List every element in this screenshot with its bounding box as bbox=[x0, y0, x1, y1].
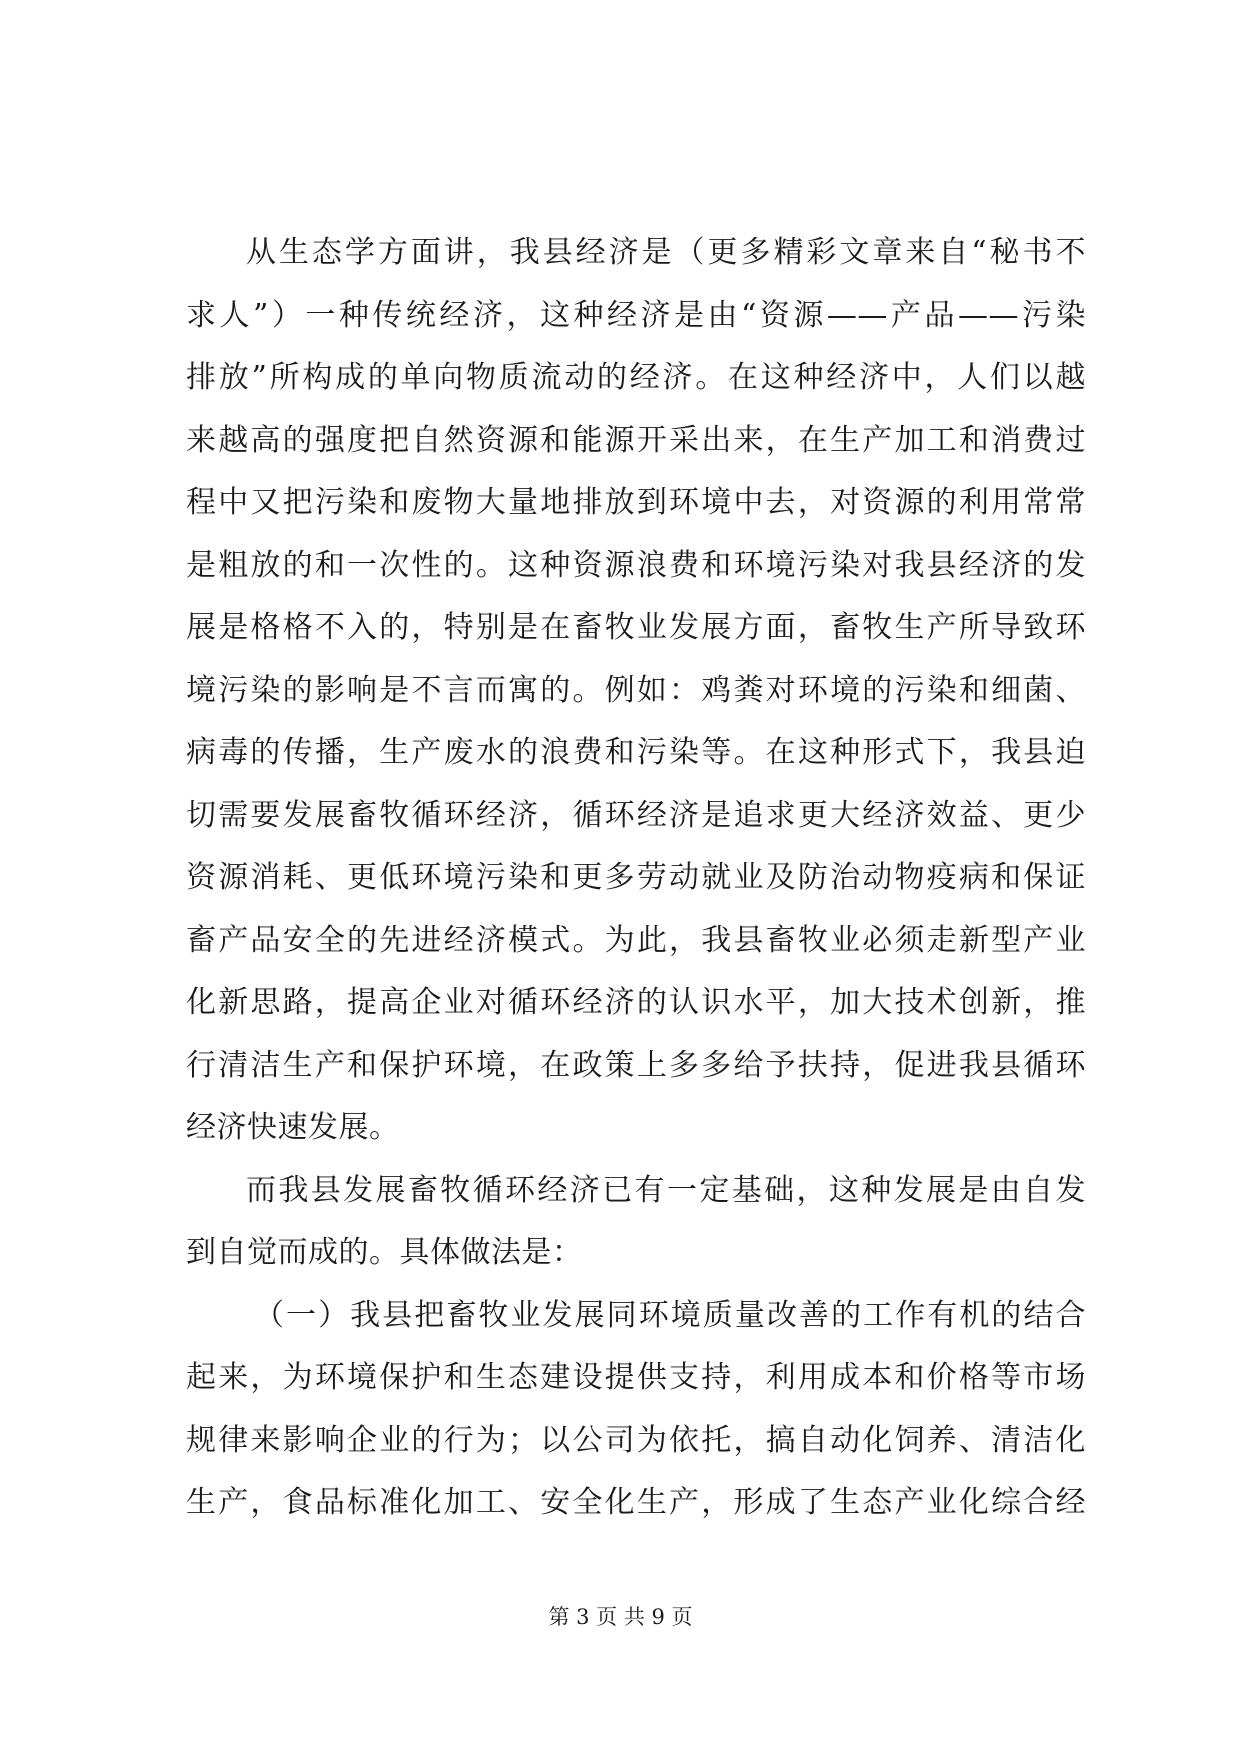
paragraph-1-line-7: 展是格格不入的，特别是在畜牧业发展方面，畜牧生产所导致环 bbox=[186, 610, 1086, 645]
paragraph-1-line-13: 化新思路，提高企业对循环经济的认识水平，加大技术创新，推 bbox=[186, 985, 1086, 1020]
paragraph-1-line-9: 病毒的传播，生产废水的浪费和污染等。在这种形式下，我县迫 bbox=[186, 735, 1086, 770]
paragraph-3-line-3: 规律来影响企业的行为；以公司为依托，搞自动化饲养、清洁化 bbox=[186, 1422, 1086, 1458]
paragraph-2-line-1: 而我县发展畜牧循环经济已有一定基础，这种发展是由自发 bbox=[246, 1172, 1086, 1208]
paragraph-1-line-5: 程中又把污染和废物大量地排放到环境中去，对资源的利用常常 bbox=[186, 485, 1086, 520]
paragraph-1-line-8: 境污染的影响是不言而寓的。例如：鸡粪对环境的污染和细菌、 bbox=[186, 672, 1086, 708]
paragraph-1-line-2: 求人”）一种传统经济，这种经济是由“资源——产品——污染 bbox=[186, 297, 1086, 333]
paragraph-3-line-1: （一）我县把畜牧业发展同环境质量改善的工作有机的结合 bbox=[254, 1297, 1086, 1333]
paragraph-1-line-12: 畜产品安全的先进经济模式。为此，我县畜牧业必须走新型产业 bbox=[186, 922, 1086, 958]
paragraph-1-line-11: 资源消耗、更低环境污染和更多劳动就业及防治动物疫病和保证 bbox=[186, 860, 1086, 895]
paragraph-1-line-14: 行清洁生产和保护环境，在政策上多多给予扶持，促进我县循环 bbox=[186, 1047, 1086, 1083]
paragraph-1-line-15: 经济快速发展。 bbox=[186, 1110, 400, 1145]
paragraph-3-line-4: 生产，食品标准化加工、安全化生产，形成了生态产业化综合经 bbox=[186, 1485, 1086, 1520]
paragraph-1-line-6: 是粗放的和一次性的。这种资源浪费和环境污染对我县经济的发 bbox=[186, 547, 1086, 583]
paragraph-1-line-10: 切需要发展畜牧循环经济，循环经济是追求更大经济效益、更少 bbox=[186, 797, 1086, 833]
page-number-footer: 第 3 页 共 9 页 bbox=[548, 1605, 693, 1629]
paragraph-1-line-3: 排放”所构成的单向物质流动的经济。在这种经济中，人们以越 bbox=[186, 360, 1086, 395]
paragraph-2-line-2: 到自觉而成的。具体做法是： bbox=[186, 1235, 583, 1270]
document-body bbox=[186, 222, 1086, 1535]
paragraph-1-line-4: 来越高的强度把自然资源和能源开采出来，在生产加工和消费过 bbox=[186, 422, 1086, 458]
paragraph-3-line-2: 起来，为环境保护和生态建设提供支持，利用成本和价格等市场 bbox=[186, 1360, 1086, 1395]
paragraph-1-line-1: 从生态学方面讲，我县经济是（更多精彩文章来自“秘书不 bbox=[246, 235, 1086, 270]
